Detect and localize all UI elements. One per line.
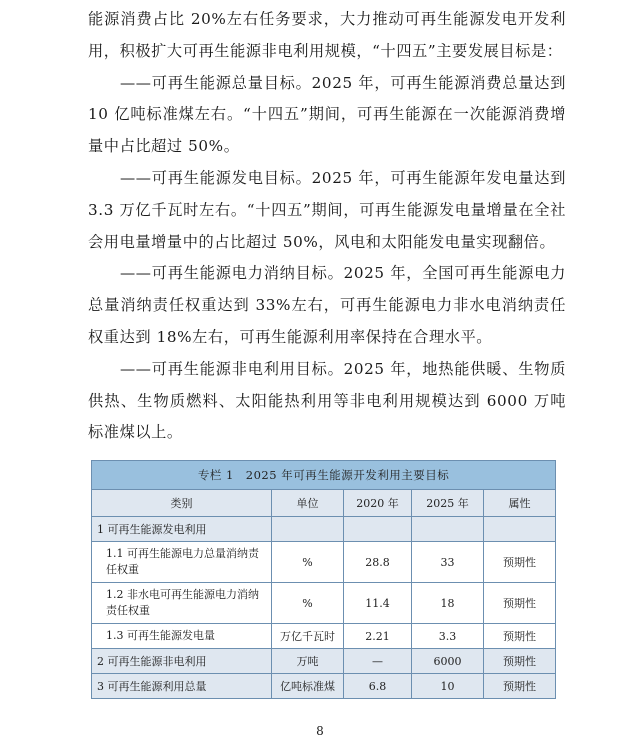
row-name: 2 可再生能源非电利用 — [92, 649, 272, 674]
row-2025: 10 — [412, 674, 484, 699]
table-row — [92, 674, 556, 699]
paragraph-consumption-target: ——可再生能源电力消纳目标。2025 年，全国可再生能源电力总量消纳责任权重达到 33%左右，可再生能源电力非水电消纳责任权重达到 18%左右，可再生能源利用率保持在合理水平。 — [88, 264, 566, 346]
group-label: 1 可再生能源发电利用 — [92, 517, 272, 542]
header-attribute: 属性 — [484, 490, 556, 517]
row-unit: % — [272, 583, 344, 624]
row-2020: — — [344, 649, 412, 674]
header-unit: 单位 — [272, 490, 344, 517]
row-unit: % — [272, 542, 344, 583]
row-attribute: 预期性 — [484, 624, 556, 649]
paragraph-generation-target: ——可再生能源发电目标。2025 年，可再生能源年发电量达到3.3 万亿千瓦时左右。“十四五”期间，可再生能源发电量增量在全社会用电量增量中的占比超过 50%，风电和太阳能发电量实现翻倍。 — [88, 168, 566, 251]
row-attribute: 预期性 — [484, 542, 556, 583]
table-row — [92, 649, 556, 674]
table-caption: 专栏 1 2025 年可再生能源开发利用主要目标 — [92, 461, 556, 490]
table-row — [92, 542, 556, 583]
row-name: 1.2 非水电可再生能源电力消纳责任权重 — [92, 583, 272, 624]
header-2020: 2020 年 — [344, 490, 412, 517]
table-row — [92, 624, 556, 649]
row-name: 3 可再生能源利用总量 — [92, 674, 272, 699]
row-2020: 2.21 — [344, 624, 412, 649]
targets-table-box — [91, 460, 555, 699]
row-name: 1.3 可再生能源发电量 — [92, 624, 272, 649]
row-2020: 11.4 — [344, 583, 412, 624]
row-attribute: 预期性 — [484, 674, 556, 699]
row-attribute: 预期性 — [484, 583, 556, 624]
row-2020: 28.8 — [344, 542, 412, 583]
targets-table — [91, 460, 556, 699]
row-unit: 万亿千瓦时 — [272, 624, 344, 649]
paragraph-total-target: ——可再生能源总量目标。2025 年，可再生能源消费总量达到10 亿吨标准煤左右。“十四五”期间，可再生能源在一次能源消费增量中占比超过 50%。 — [88, 73, 566, 156]
row-unit: 亿吨标准煤 — [272, 674, 344, 699]
table-header-row — [92, 490, 556, 517]
row-2025: 18 — [412, 583, 484, 624]
row-unit: 万吨 — [272, 649, 344, 674]
row-name: 1.1 可再生能源电力总量消纳责任权重 — [92, 542, 272, 583]
paragraph-non-power-target: ——可再生能源非电利用目标。2025 年，地热能供暖、生物质供热、生物质燃料、太阳能热利用等非电利用规模达到 6000 万吨标准煤以上。 — [88, 359, 566, 442]
page-number: 8 — [316, 724, 324, 738]
body-text — [88, 4, 566, 449]
row-attribute: 预期性 — [484, 649, 556, 674]
table-row — [92, 583, 556, 624]
paragraph-intro: 能源消费占比 20%左右任务要求，大力推动可再生能源发电开发利用，积极扩大可再生能源非电利用规模，“十四五”主要发展目标是： — [88, 10, 566, 60]
row-2020: 6.8 — [344, 674, 412, 699]
row-2025: 3.3 — [412, 624, 484, 649]
table-row-group — [92, 517, 556, 542]
header-2025: 2025 年 — [412, 490, 484, 517]
row-2025: 6000 — [412, 649, 484, 674]
row-2025: 33 — [412, 542, 484, 583]
header-category: 类别 — [92, 490, 272, 517]
